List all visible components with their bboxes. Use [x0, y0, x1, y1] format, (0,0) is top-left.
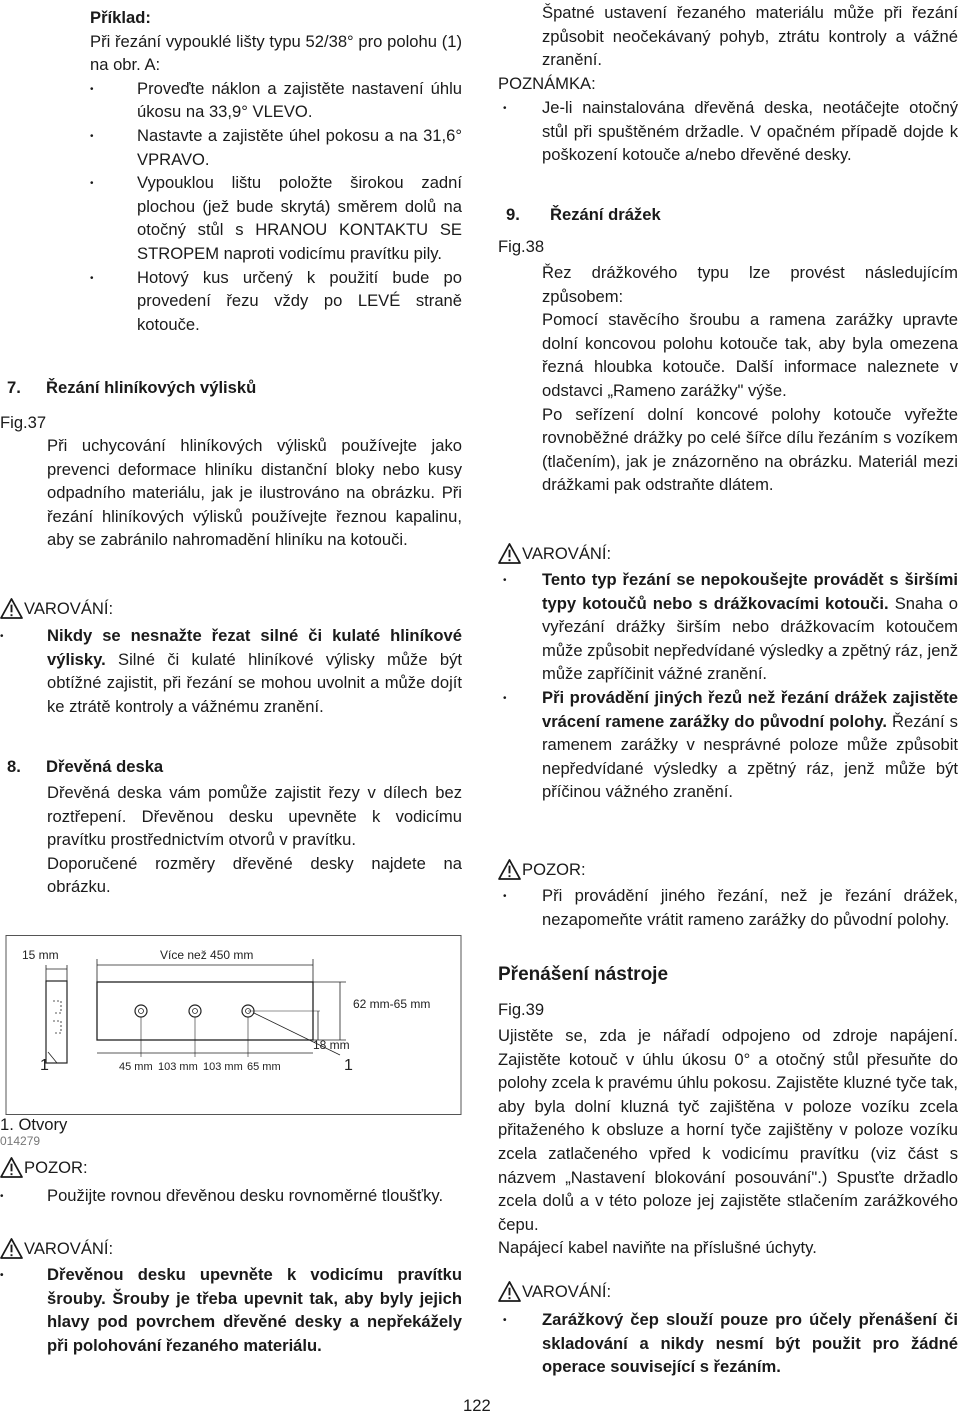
fig-37-label: Fig.37 — [0, 413, 47, 432]
example-bullets — [0, 77, 462, 337]
caution-heading-2: POZOR: — [498, 858, 958, 882]
warning-heading: VAROVÁNÍ: — [0, 597, 462, 621]
callout-1-right: 1 — [344, 1057, 353, 1074]
section-9-text-1: Řez drážkového typu lze provést následujícím způsobem: — [542, 263, 958, 306]
transport-text: Ujistěte se, zda je nářadí odpojeno od zdroje napájení. Zajistěte kotouč v úhlu úkosu 0° a otočný stůl přesuňte do polohy zcela k pravému úhlu pokosu. Zajistěte kluzné tyče tak, aby byla dolní kluzná tyč zajištěna v poloze vozíku zcela přitaženého k obsluze a horní tyče zajištěny v poloze vozíku zcela zatlačeného vpřed k vodicímu pravítku (viz část s názvem „Nastavení blokování posouvání".) Spusťte držadlo zcela dolů a v této poloze jej zajistěte stlačením zarážkového čepu. — [498, 1026, 958, 1234]
note-item: • Je-li nainstalována dřevěná deska, neotáčejte otočný stůl při spuštěném držadle. V opačném případě dojde k poškození kotouče a/nebo dřevěné desky. — [498, 96, 958, 167]
hole — [189, 1005, 201, 1017]
warning-item: • Dřevěnou desku upevněte k vodicímu pravítku šrouby. Šrouby je třeba upevnit tak, aby byly jejich hlavy pod povrchem dřevěné desky a nepřekážely při polohování řezaného materiálu. — [0, 1263, 462, 1357]
dim-103a-label: 103 mm — [158, 1061, 198, 1073]
section-8-text-2: Doporučené rozměry dřevěné desky najdete na obrázku. — [47, 853, 462, 897]
warning-heading-4: VAROVÁNÍ: — [498, 1280, 958, 1304]
side-view — [46, 981, 67, 1063]
dim-103b-label: 103 mm — [203, 1061, 243, 1073]
section-9-text-3: Po seřízení dolní koncové polohy kotouče vyřežte rovnoběžné drážky po celé šířce dílu řezáním s vozíkem (tlačením), jak je znázorněno na obrázku. Materiál mezi drážkami pak odstraňte dlátem. — [542, 404, 958, 495]
section-9-heading: 9. Řezání drážek — [506, 205, 661, 224]
warning-item: • Při provádění jiných řezů než řezání drážek zajistěte vrácení ramene zarážky do původní polohy. Řezání s ramenem zarážky v nesprávné poloze může způsobit nepředvídané výsledky a zpětný ráz, jenž může být příčinou vážného zranění. — [498, 686, 958, 804]
caution-item: • Použijte rovnou dřevěnou desku rovnoměrné tloušťky. — [0, 1184, 462, 1208]
warning-item: • Zarážkový čep slouží pouze pro účely přenášení či skladování a nikdy nesmí být použit pro žádné operace související s řezáním. — [498, 1308, 958, 1379]
caution-heading: POZOR: — [0, 1156, 462, 1180]
transport-heading: Přenášení nástroje — [498, 964, 669, 985]
intro-text: Špatné ustavení řezaného materiálu může při řezání způsobit neočekávaný pohyb, ztrátu kontroly a vážné zranění. — [542, 3, 958, 70]
warning-item: • Tento typ řezání se nepokoušejte provádět s širšími typy kotoučů nebo s drážkovacími kotouči. Snaha o vyřezání drážky širším nebo drážkovacím kotoučem může způsobit nepředvídané výsledky a zpětný ráz, jenž může zapříčinit vážné zranění. — [498, 568, 958, 686]
wood-facing-diagram — [0, 935, 462, 1115]
section-7-heading: 7. Řezání hliníkových výlisků — [7, 378, 257, 397]
fig-39-label: Fig.39 — [498, 1000, 545, 1019]
example-intro: Při řezání vypouklé lišty typu 52/38° pro polohu (1) na obr. A: — [90, 31, 462, 75]
figure-code: 014279 — [0, 1134, 41, 1148]
note-label: POZNÁMKA: — [498, 74, 596, 93]
example-title: Příklad: — [90, 8, 151, 27]
list-item: • Proveďte náklon a zajistěte nastavení úhlu úkosu na 33,9° VLEVO. — [0, 77, 462, 124]
section-9-text-2: Pomocí stavěcího šroubu a ramena zarážky upravte dolní koncovou polohu kotouče tak, aby byla omezena řezná hloubka kotouče. Další informace naleznete v odstavci „Rameno zarážky" výše. — [542, 310, 958, 400]
section-8-text: Dřevěná deska vám pomůže zajistit řezy v dílech bez roztřepení. Dřevěnou desku upevněte k vodicímu pravítku prostřednictvím otvorů v pravítku. — [47, 783, 462, 850]
dim-6265-label: 62 mm-65 mm — [353, 997, 431, 1011]
hole — [135, 1005, 147, 1017]
section-8-heading: 8. Dřevěná deska — [7, 757, 164, 776]
dim-65-label: 65 mm — [247, 1061, 281, 1073]
list-item: • Nastavte a zajistěte úhel pokosu a na 31,6° VPRAVO. — [0, 124, 462, 171]
fig-38-label: Fig.38 — [498, 237, 545, 256]
page-number: 122 — [463, 1396, 491, 1415]
list-item: • Vypouklou lištu položte širokou zadní plochou (jež bude skrytá) směrem dolů na otočný stůl s HRANOU KONTAKTU SE STROPEM naproti vodicímu pravítku pily. — [0, 171, 462, 265]
warning-icon — [498, 1281, 521, 1302]
dim-18-label: 18 mm — [313, 1038, 350, 1052]
diagram-frame — [6, 936, 461, 1115]
warning-icon — [498, 859, 521, 880]
warning-icon — [498, 543, 521, 564]
section-7-text: Při uchycování hliníkových výlisků používejte jako prevenci deformace hliníku distanční bloky nebo kusy odpadního materiálu, jak je ilustrováno na obrázku. Při řezání hliníkových výlisků používejte řeznou kapalinu, aby se zabránilo nahromadění hliníku na kotouči. — [47, 436, 462, 550]
warning-heading-3: VAROVÁNÍ: — [498, 542, 958, 566]
dim-45-label: 45 mm — [119, 1061, 153, 1073]
warning-heading-2: VAROVÁNÍ: — [0, 1237, 462, 1261]
dim-450-label: Více než 450 mm — [160, 948, 254, 962]
transport-text-2: Napájecí kabel naviňte na příslušné úchyty. — [498, 1238, 817, 1258]
caution-item: • Při provádění jiného řezání, než je řezání drážek, nezapomeňte vrátit rameno zarážky do původní polohy. — [498, 884, 958, 931]
dim-15-label: 15 mm — [22, 948, 59, 962]
warning-item: • Nikdy se nesnažte řezat silné či kulaté hliníkové výlisky. Silné či kulaté hliníkové výlisky může být obtížné zajistit, při řezání se mohou uvolnit a může dojít ke ztrátě kontroly a vážnému zranění. — [0, 624, 462, 718]
list-item: • Hotový kus určený k použití bude po provedení řezu vždy po LEVÉ straně kotouče. — [0, 266, 462, 337]
warning-icon — [0, 1157, 23, 1178]
diagram-legend: 1. Otvory — [0, 1115, 68, 1134]
warning-icon — [0, 1238, 23, 1259]
callout-1-left: 1 — [40, 1057, 49, 1074]
warning-icon — [0, 598, 23, 619]
